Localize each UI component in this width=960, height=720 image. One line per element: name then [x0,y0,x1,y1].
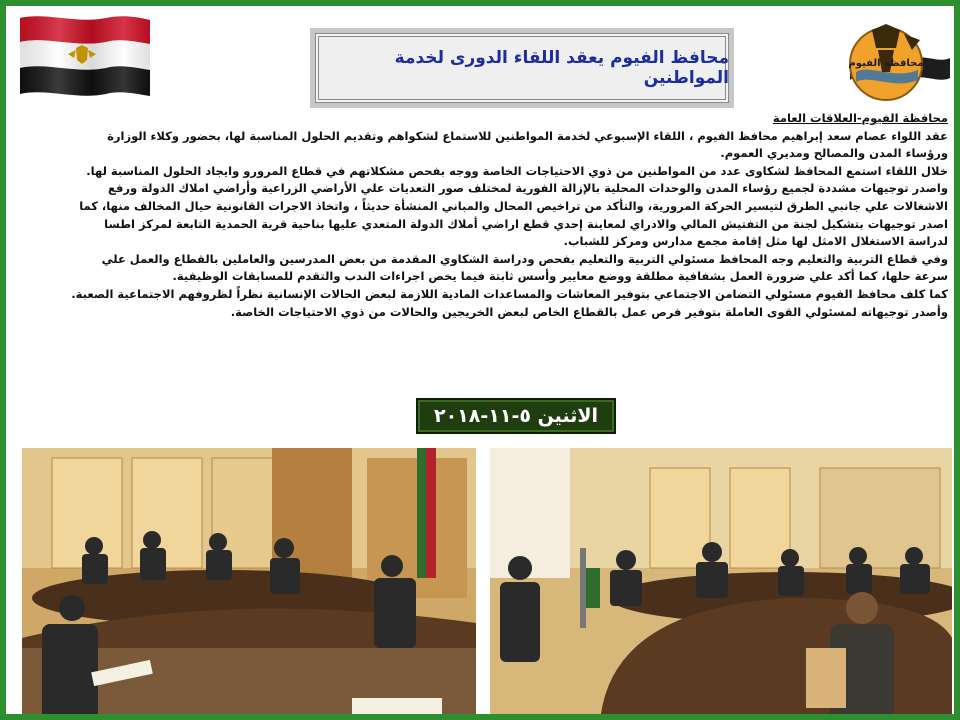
article-paragraph: خلال اللقاء استمع المحافظ لشكاوى عدد من المواطنين من ذوي الاحتياجات الخاصة ووجه بفحص مشكلاتهم في قطاع المرورو وايجاد الحلول المناسبة لها. [86,163,948,178]
date-badge [416,398,616,434]
egypt-flag-icon [16,12,154,102]
meeting-photo-right [490,448,952,720]
title-box [310,28,734,108]
logo-text: محافظة الفيوم [848,58,924,69]
article-paragraph: واصدر توجيهات مشددة لجميع رؤساء المدن والوحدات المحلية بالإزالة الفورية لمختلف صور التعديات علي الأراضي الزراعية وأراضي املاك الدولة ورفع الاشغالات علي جانبي الطرق لتيسير الحركة المرورية، والتأكد من تراخيص المحال والمباني المنشأة حديثاً ، واتخاذ الاجرات القانونية حيال المخالف منها، كما اصدر توجيهات بتشكيل لجنة من التفتيش المالي والادراي لمعاينة إحدي قطع اراضي أملاك الدولة المتعدي عليها بناحية قرية الحمدية التابعة لمركز اطسا لدراسة الاستغلال الامثل لها مثل إقامة مجمع مدارس ومركز للشباب. [79,181,948,249]
article-paragraph: وأصدر توجيهاته لمسئولي القوى العاملة بتوفير فرص عمل بالقطاع الخاص لبعض الخريجين والحالات من ذوي الاحتياجات الخاصة. [230,304,948,319]
meeting-photo-left [22,448,476,720]
article-paragraph: عقد اللواء عصام سعد إبراهيم محافظ الفيوم ، اللقاء الإسبوعي لخدمة المواطنين للاستماع لشكواهم وتقديم الحلول المناسبة لها، بحضور وكلاء الوزارة ورؤساء المدن والمصالح ومديري العموم. [107,128,948,161]
date-label: الاثنين ٥-١١-٢٠١٨ [433,405,598,427]
article-body [68,110,948,321]
article-paragraph: كما كلف محافظ الفيوم مسئولي التضامن الاجتماعي بتوفير المعاشات والمساعدات المادية اللازمة لبعض الحالات الإنسانية نظراً لظروفهم الاجتماعية الصعبة. [71,286,948,301]
article-source: محافظة الفيوم-العلاقات العامة [772,111,948,125]
fayoum-governorate-logo-icon [842,20,954,108]
page-title: محافظ الفيوم يعقد اللقاء الدورى لخدمة المواطنين [394,48,729,88]
article-paragraph: وفي قطاع التربية والتعليم وجه المحافظ مسئولي التربية والتعليم بفحص ودراسة الشكاوي المقدمة من بعض المدرسين والعاملين بالقطاع والعمل علي سرعة حلها، كما أكد علي ضرورة العمل بشفافية مطلقة ووضع معايير وأسس ثابتة فيما يخص اجراءات الندب والتقدم للمسابقات الوظيفية. [101,251,948,284]
